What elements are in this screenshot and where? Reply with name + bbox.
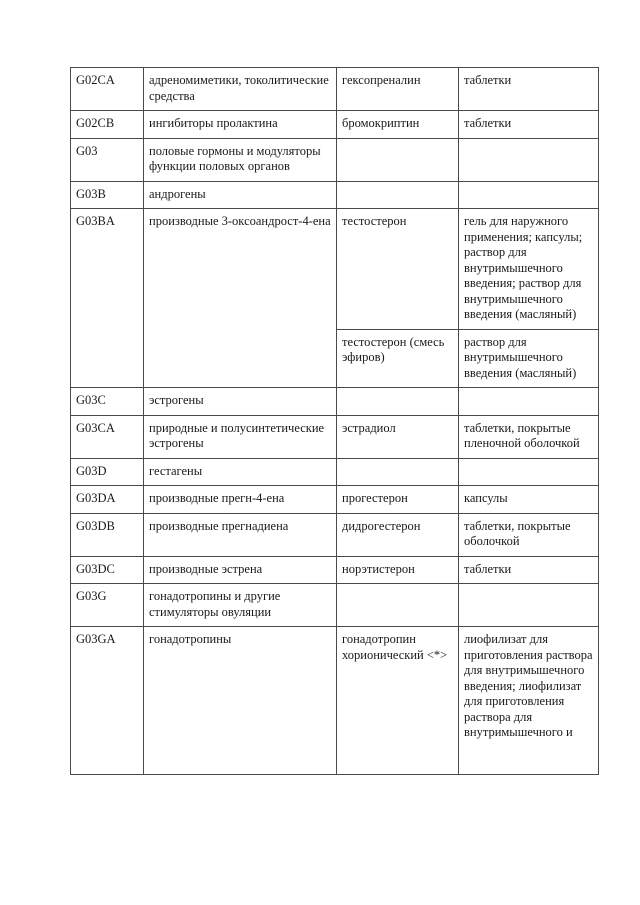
drug-cell: гексопреналин xyxy=(337,68,459,111)
atc-code-cell: G03GA xyxy=(71,627,144,775)
group-cell: производные прегнадиена xyxy=(144,513,337,556)
drug-cell xyxy=(337,181,459,209)
drug-cell: норэтистерон xyxy=(337,556,459,584)
drug-cell xyxy=(337,458,459,486)
table-row xyxy=(71,513,599,556)
table-row xyxy=(71,627,599,775)
dosage-form-cell: таблетки xyxy=(459,68,599,111)
group-cell: гестагены xyxy=(144,458,337,486)
dosage-form-cell: раствор для внутримышечного введения (масляный) xyxy=(459,329,599,388)
atc-code-cell: G03DB xyxy=(71,513,144,556)
dosage-form-cell xyxy=(459,388,599,416)
drug-cell: гонадотропин хорионический <*> xyxy=(337,627,459,775)
group-cell: производные прегн-4-ена xyxy=(144,486,337,514)
table-row xyxy=(71,209,599,330)
atc-code-cell: G03DC xyxy=(71,556,144,584)
dosage-form-cell: лиофилизат для приготовления раствора для внутримышечного введения; лиофилизат для приготовления раствора для внутримышечного и xyxy=(459,627,599,775)
dosage-form-cell xyxy=(459,458,599,486)
dosage-form-cell: таблетки xyxy=(459,556,599,584)
group-cell: андрогены xyxy=(144,181,337,209)
drug-cell: дидрогестерон xyxy=(337,513,459,556)
table-row xyxy=(71,458,599,486)
drug-cell: тестостерон xyxy=(337,209,459,330)
group-cell: адреномиметики, токолитические средства xyxy=(144,68,337,111)
drug-classification-table xyxy=(70,67,599,775)
atc-code-cell: G03 xyxy=(71,138,144,181)
table-row xyxy=(71,111,599,139)
group-cell: производные 3-оксоандрост-4-ена xyxy=(144,209,337,388)
group-cell: производные эстрена xyxy=(144,556,337,584)
drug-cell: тестостерон (смесь эфиров) xyxy=(337,329,459,388)
atc-code-cell: G03G xyxy=(71,584,144,627)
atc-code-cell: G03C xyxy=(71,388,144,416)
table-row xyxy=(71,388,599,416)
drug-cell: эстрадиол xyxy=(337,415,459,458)
table-row xyxy=(71,138,599,181)
dosage-form-cell: капсулы xyxy=(459,486,599,514)
table-row xyxy=(71,181,599,209)
group-cell: половые гормоны и модуляторы функции половых органов xyxy=(144,138,337,181)
dosage-form-cell: таблетки xyxy=(459,111,599,139)
dosage-form-cell: таблетки, покрытые оболочкой xyxy=(459,513,599,556)
atc-code-cell: G02CB xyxy=(71,111,144,139)
group-cell: гонадотропины xyxy=(144,627,337,775)
drug-cell xyxy=(337,388,459,416)
table-row xyxy=(71,584,599,627)
dosage-form-cell: таблетки, покрытые пленочной оболочкой xyxy=(459,415,599,458)
group-cell: эстрогены xyxy=(144,388,337,416)
drug-cell: прогестерон xyxy=(337,486,459,514)
table-row xyxy=(71,415,599,458)
dosage-form-cell xyxy=(459,584,599,627)
table-row xyxy=(71,486,599,514)
atc-code-cell: G03D xyxy=(71,458,144,486)
atc-code-cell: G03DA xyxy=(71,486,144,514)
dosage-form-cell xyxy=(459,138,599,181)
table-row xyxy=(71,556,599,584)
drug-cell xyxy=(337,138,459,181)
dosage-form-cell: гель для наружного применения; капсулы; раствор для внутримышечного введения; раствор для внутримышечного введения (масляный) xyxy=(459,209,599,330)
atc-code-cell: G03B xyxy=(71,181,144,209)
group-cell: гонадотропины и другие стимуляторы овуляции xyxy=(144,584,337,627)
table-row xyxy=(71,68,599,111)
dosage-form-cell xyxy=(459,181,599,209)
drug-cell xyxy=(337,584,459,627)
group-cell: ингибиторы пролактина xyxy=(144,111,337,139)
atc-code-cell: G03BA xyxy=(71,209,144,388)
atc-code-cell: G03CA xyxy=(71,415,144,458)
atc-code-cell: G02CA xyxy=(71,68,144,111)
group-cell: природные и полусинтетические эстрогены xyxy=(144,415,337,458)
drug-cell: бромокриптин xyxy=(337,111,459,139)
